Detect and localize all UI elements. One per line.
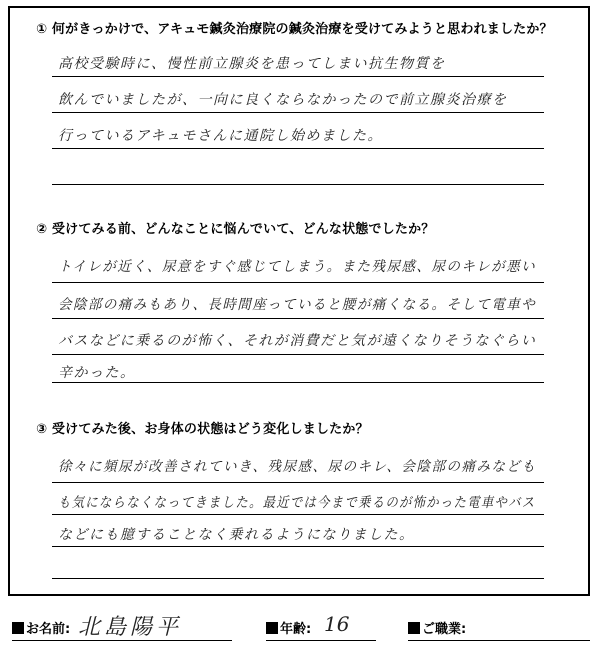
answer-1-rule-4 bbox=[52, 184, 544, 185]
answer-1-line-3: 行っているアキュモさんに通院し始めました。 bbox=[58, 128, 383, 144]
answer-1-rule-3 bbox=[52, 148, 544, 149]
answer-3-rule-2 bbox=[52, 514, 544, 515]
answer-2-rule-2 bbox=[52, 318, 544, 319]
question-1-label: ① 何がきっかけで、アキュモ鍼灸治療院の鍼灸治療を受けてみようと思われましたか？ bbox=[36, 22, 553, 37]
age-underline bbox=[266, 640, 376, 641]
answer-1-line-1: 高校受験時に、慢性前立腺炎を患ってしまい抗生物質を bbox=[58, 56, 446, 72]
answer-2-rule-4 bbox=[52, 382, 544, 383]
question-3-label: ③ 受けてみた後、お身体の状態はどう変化しましたか？ bbox=[36, 422, 369, 437]
square-bullet-icon bbox=[266, 622, 278, 634]
occupation-label: ご職業: bbox=[408, 618, 466, 637]
answer-1-line-2: 飲んでいましたが、一向に良くならなかったので前立腺炎治療を bbox=[58, 92, 508, 108]
answer-2-rule-1 bbox=[52, 282, 544, 283]
answer-3-rule-4 bbox=[52, 578, 544, 579]
name-value[interactable]: 北島陽平 bbox=[78, 615, 183, 640]
answer-2-line-2: 会陰部の痛みもあり、長時間座っていると腰が痛くなる。そして電車や bbox=[58, 297, 537, 313]
square-bullet-icon bbox=[408, 622, 420, 634]
answer-2-rule-3 bbox=[52, 354, 544, 355]
answer-2-line-4: 辛かった。 bbox=[58, 365, 136, 381]
answer-2-line-1: トイレが近く、尿意をすぐ感じてしまう。また残尿感、尿のキレが悪い bbox=[58, 259, 537, 275]
answer-2-line-3: バスなどに乗るのが怖く、それが消費だと気が遠くなりそうなぐらい bbox=[58, 333, 537, 349]
name-underline bbox=[12, 640, 232, 641]
age-value[interactable]: 16 bbox=[324, 612, 350, 636]
answer-3-line-3: などにも臆することなく乗れるようになりました。 bbox=[58, 527, 415, 543]
answer-1-rule-2 bbox=[52, 112, 544, 113]
answer-3-rule-1 bbox=[52, 482, 544, 483]
question-2-label: ② 受けてみる前、どんなことに悩んでいて、どんな状態でしたか？ bbox=[36, 222, 435, 237]
occupation-underline bbox=[408, 640, 590, 641]
square-bullet-icon bbox=[12, 622, 24, 634]
answer-3-line-2: も気にならなくなってきました。最近では今まで乗るのが怖かった電車やバス bbox=[58, 495, 536, 511]
name-label: お名前: bbox=[12, 618, 70, 637]
answer-3-line-1: 徐々に頻尿が改善されていき、残尿感、尿のキレ、会陰部の痛みなども bbox=[58, 459, 537, 475]
answer-1-rule-1 bbox=[52, 76, 544, 77]
answer-3-rule-3 bbox=[52, 546, 544, 547]
age-label: 年齢: bbox=[266, 618, 311, 637]
